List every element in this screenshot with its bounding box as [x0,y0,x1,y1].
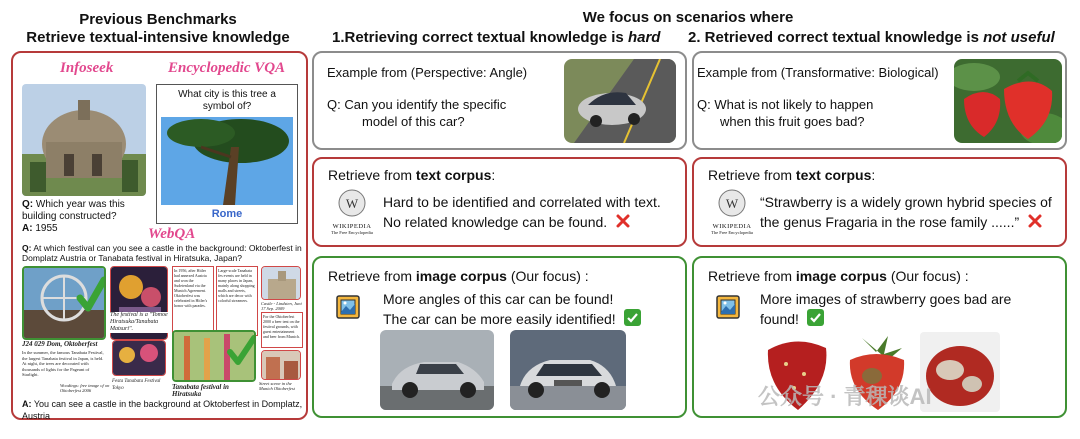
evqa-question: What city is this tree a symbol of? [178,89,276,112]
col2-text-result [760,192,1052,234]
webqa-text-snippet-2: Large-scale Tanabata fes events are held in many places in Japan, mainly along shopping malls and streets, which are decor with colorful streamers. [216,266,258,336]
evqa-label: Encyclopedic VQA [168,60,286,76]
infoseek-building-image [22,84,146,196]
webqa-caption-3: Tanabata festival in Hiratsuka [172,383,229,398]
col2-strawberry-image [954,59,1062,143]
col2-wikipedia-icon [708,188,756,238]
col2-header: 2. Retrieved correct textual knowledge is not useful [688,29,1055,46]
col1-wikipedia-icon [328,188,376,238]
left-title-line2: Retrieve textual-intensive knowledge [26,29,290,46]
webqa-image-tanabata-2 [172,330,256,382]
left-title-line1: Previous Benchmarks [79,11,237,28]
webqa-image-festival-night [112,340,166,376]
webqa-image-oktoberfest [22,266,106,340]
col2-question-line1: Q: What is not likely to happen [697,97,874,112]
col1-car-result-image-1 [380,330,494,410]
evqa-answer: Rome [211,208,243,220]
col1-question-line2: model of this car? [362,114,465,129]
col1-text-result-line1: Hard to be identified and correlated with text. [383,194,661,210]
webqa-text-snippet-1: In 1956, after Hitler had annexed Austria and won the Sudetenland via the Munich Agreement. Oktoberfest was celebrated in Hitler's honor with parades. [172,266,214,336]
wikipedia-name: WIKIPEDIA [332,223,372,230]
check-mark-icon [807,309,824,331]
col1-text-result-line2: No related knowledge can be found. [383,214,608,230]
col1-header: 1.Retrieving correct textual knowledge is hard [332,29,661,46]
col2-image-retrieve-title: Retrieve from image corpus (Our focus) : [708,268,969,284]
infoseek-answer: A: 1955 [22,223,58,234]
col1-image-result [383,289,641,331]
wikipedia-name-2: WIKIPEDIA [712,223,752,230]
evqa-card [156,84,298,224]
wikipedia-globe-icon [717,188,747,218]
webqa-caption-7: Street scene in the Munich Oktoberfest [259,381,295,391]
webqa-text-snippet-3: For the Oktoberfest 2000 a beer tent on the festival grounds, with guest entertainment and beer from Munich. [261,312,303,348]
webqa-answer: A: You can see a castle in the background at Oktoberfest in Domplatz, Austria [22,399,303,421]
check-mark-icon [624,309,641,331]
col2-text-retrieve-title: Retrieve from text corpus: [708,167,876,183]
webqa-caption-5: Woodings: free image of on Oktoberfest 2006 [60,383,110,393]
cross-mark-icon [615,213,631,234]
webqa-label: WebQA [148,226,196,242]
image-gallery-icon [334,291,364,326]
col1-text-retrieve-title: Retrieve from text corpus: [328,167,496,183]
webqa-image-castle [261,266,301,300]
wikipedia-globe-icon [337,188,367,218]
col1-image-retrieve-title: Retrieve from image corpus (Our focus) : [328,268,589,284]
wikipedia-tagline: The Free Encyclopedia [331,230,373,235]
svg-text:W: W [725,196,739,211]
col2-image-result-line1: More images of strawberry goes bad are [760,291,1012,307]
col1-car-image [564,59,676,143]
col2-example-title: Example from (Transformative: Biological) [697,65,939,80]
webqa-caption-4: Castle - Lindsten, Juni 17 Sep. 2009 [261,301,302,311]
webqa-image-street [261,350,301,380]
webqa-caption-6: Festa Tanabata Festival Tokyo [112,379,161,391]
col1-image-result-line1: More angles of this car can be found! [383,291,614,307]
scenario-header: We focus on scenarios where [582,9,794,26]
wikipedia-tagline-2: The Free Encyclopedia [711,230,753,235]
evqa-tree-image [161,117,293,205]
col1-example-title: Example from (Perspective: Angle) [327,65,528,80]
col2-image-result-line2: found! [760,311,799,327]
webqa-text-snippet-4: In the summer, the famous Tanabata Festival, the largest Tanabata festival in Japan, is held. At night, the trees are decorated with thousands of lights for the Pageant of Starlight. [22,350,104,377]
infoseek-label: Infoseek [60,60,114,76]
col1-question-line1: Q: Can you identify the specific [327,97,507,112]
col2-image-result [760,289,1011,331]
col2-strawberry-result-image-3 [920,332,1000,412]
watermark: 公众号 · 青稞谈AI [758,384,932,409]
left-title [8,11,308,47]
image-gallery-icon [714,291,744,326]
col1-car-result-image-2 [510,330,626,410]
col2-text-result-line1: “Strawberry is a widely grown hybrid species of [760,194,1052,210]
cross-mark-icon [1027,213,1043,234]
col2-text-result-line2: the genus Fragaria in the rose family ......” [760,214,1020,230]
col2-question-line2: when this fruit goes bad? [720,114,865,129]
svg-text:W: W [345,196,359,211]
col1-image-result-line2: The car can be more easily identified! [383,311,616,327]
webqa-caption-1: J24 029 Dom, Oktoberfest [22,340,98,348]
webqa-caption-2: The festival is a "Tomoe Hiratsuka/Tanabata Matsuri". [110,312,168,332]
webqa-question: Q: At which festival can you see a castle in the background: Oktoberfest in Domplatz Austria or Tanabata festival in Hiratsuka, Japan? [22,243,302,263]
infoseek-question: Q: Which year was this building constructed? [22,199,125,222]
col1-text-result [383,192,661,234]
